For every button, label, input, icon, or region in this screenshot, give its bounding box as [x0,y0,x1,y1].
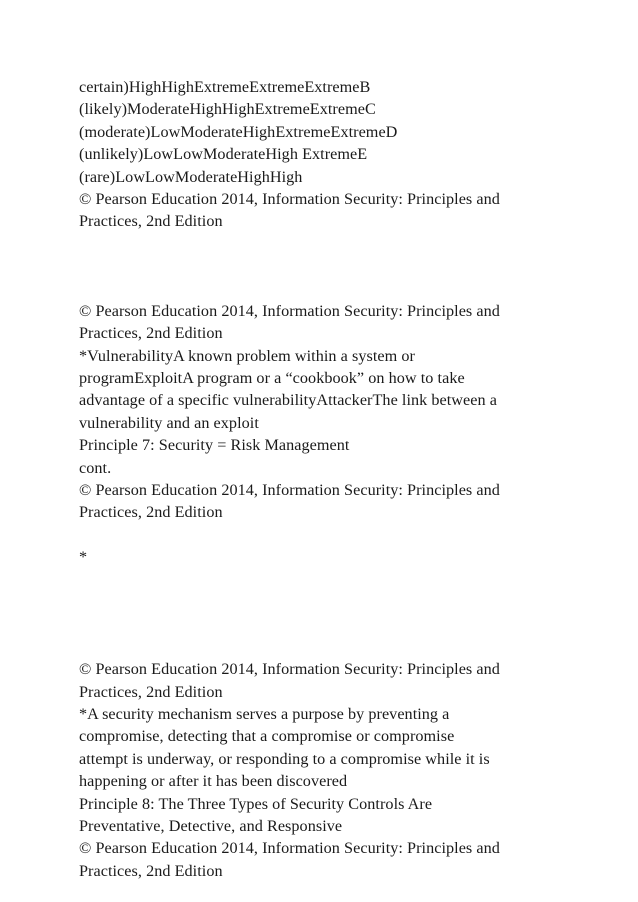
text-line: (unlikely)LowLowModerateHigh ExtremeE [79,145,368,164]
copyright-line: Practices, 2nd Edition [79,212,223,231]
text-line: (likely)ModerateHighHighExtremeExtremeC [79,100,376,119]
text-line: advantage of a specific vulnerabilityAttackerThe link between a [79,391,497,410]
copyright-line: © Pearson Education 2014, Information Security: Principles and [79,189,500,208]
copyright-line: Practices, 2nd Edition [79,324,223,343]
copyright-line: © Pearson Education 2014, Information Security: Principles and [79,660,500,679]
text-line: happening or after it has been discovered [79,772,348,791]
text-line: (moderate)LowModerateHighExtremeExtremeD [79,122,398,141]
principle-heading: Principle 8: The Three Types of Security Controls Are [79,794,433,813]
text-line: compromise, detecting that a compromise or compromise [79,727,455,746]
blank-line [79,233,619,255]
blank-line [79,524,619,546]
principle-heading: Principle 7: Security = Risk Management [79,436,350,455]
text-line: programExploitA program or a “cookbook” on how to take [79,369,465,388]
text-line: cont. [79,458,112,477]
copyright-line: © Pearson Education 2014, Information Security: Principles and [79,839,500,858]
copyright-line: © Pearson Education 2014, Information Security: Principles and [79,481,500,500]
blank-line [79,636,619,658]
copyright-line: Practices, 2nd Edition [79,861,223,880]
blank-line [79,591,619,613]
copyright-line: © Pearson Education 2014, Information Security: Principles and [79,301,500,320]
document-text [79,76,619,882]
text-line: certain)HighHighExtremeExtremeExtremeB [79,78,371,96]
asterisk-line: * [79,548,88,567]
copyright-line: Practices, 2nd Edition [79,503,223,522]
blank-line [79,569,619,591]
text-line: vulnerability and an exploit [79,413,259,432]
blank-line [79,255,619,277]
text-line: attempt is underway, or responding to a compromise while it is [79,749,490,768]
principle-heading: Preventative, Detective, and Responsive [79,816,343,835]
text-line: *VulnerabilityA known problem within a system or [79,346,415,365]
blank-line [79,613,619,635]
copyright-line: Practices, 2nd Edition [79,682,223,701]
text-line: *A security mechanism serves a purpose by preventing a [79,704,450,723]
text-line: (rare)LowLowModerateHighHigh [79,167,303,186]
blank-line [79,278,619,300]
